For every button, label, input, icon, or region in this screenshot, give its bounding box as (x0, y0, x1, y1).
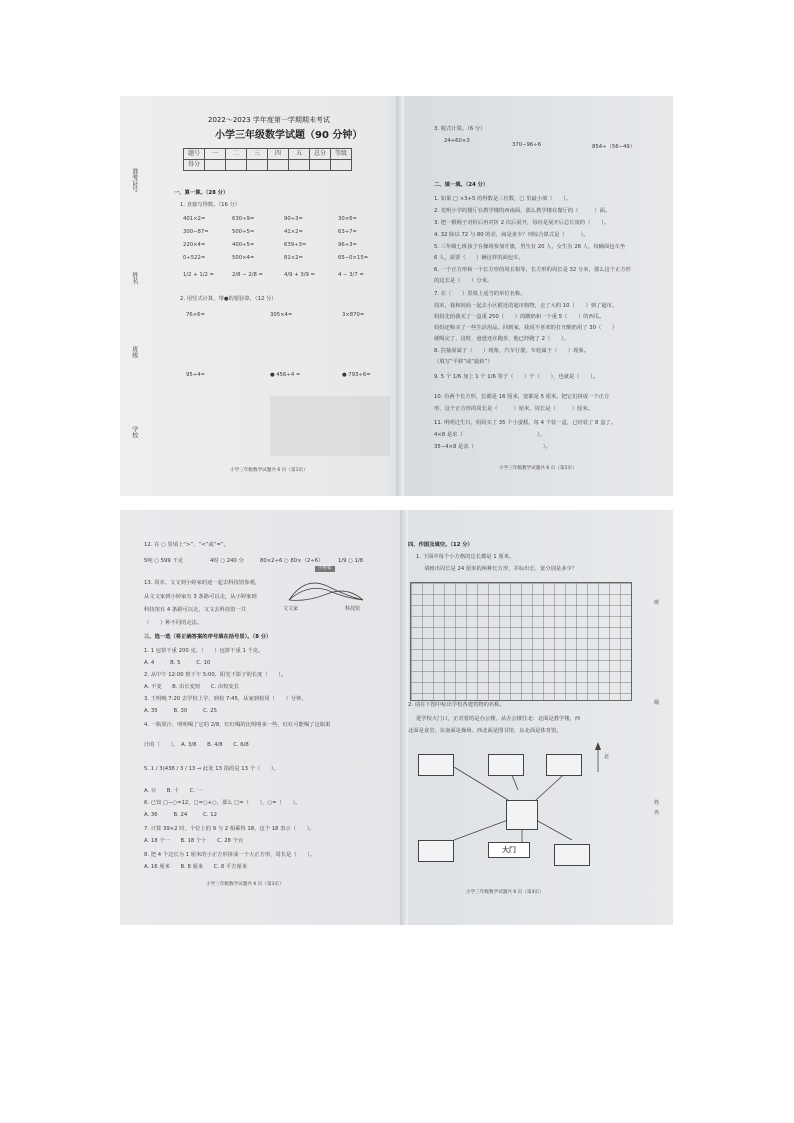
page-1 (120, 96, 396, 496)
page-fold (396, 96, 404, 496)
page-fold (400, 510, 408, 925)
calc-item: 90÷3= (284, 216, 303, 222)
calc-item: 96÷3= (338, 242, 357, 248)
score-cell[interactable] (310, 160, 331, 171)
question-12: 12. 在 ○ 里填上“>”、“<”或“=”。 (144, 542, 229, 548)
vertical-calc-item: 76×6= (186, 312, 205, 318)
fraction-item: 4 − 3/7 = (338, 272, 364, 278)
calc-item: 639÷3= (284, 242, 307, 248)
vertical-calc-item: ● 456÷4 = (270, 372, 301, 378)
step-calc-item: 370−96÷6 (512, 142, 542, 148)
choice-line: A. 36 B. 24 C. 12 (144, 812, 217, 818)
route-label-wenwen: 文文家 (283, 606, 299, 612)
choice-line: 8. 把 4 个边长为 1 厘米的小正方形拼成一个大正方形，周长是（ ）。 (144, 852, 316, 858)
side-label-id: 准考证号 (130, 168, 138, 192)
score-cell[interactable] (247, 160, 268, 171)
vertical-calc-item: 305×4= (270, 312, 293, 318)
choice-line: 6. 已知 □−○=12，□=○+○，那么 □=（ ），○=（ ）。 (144, 800, 301, 806)
fill-line: 7. 在（ ）里填上适当的单位名称。 (434, 291, 526, 297)
fill-line: 妈妈先给我买了一盒重 250（ ）的酸奶和一个重 5（ ）的西瓜。 (434, 314, 605, 320)
question-4-2: 2. 请在下图中标出学校各建筑物的名称。 (408, 702, 505, 708)
score-row-label: 得分 (184, 160, 205, 171)
side-right-label: 班 (654, 600, 660, 606)
choice-line: A. 百 B. 十 C. 一 (144, 788, 203, 794)
score-header: 总分 (310, 149, 331, 160)
side-right-label: 姓 (654, 800, 660, 806)
fill-line: 就喝完了，这时，爸爸还在跑步，他已经跑了 2（ ）。 (434, 336, 569, 342)
fill-line: 10. 有两个长方形，长都是 16 厘米，宽都是 5 厘米，把它们拼成一个正方 (434, 394, 610, 400)
page-footer: 小学三年级数学试题共 6 页（第1页） (230, 468, 308, 473)
question-3: 3. 脱式计算。（6 分） (434, 126, 486, 132)
score-header: 二 (226, 149, 247, 160)
section-4-heading: 四、作图及填空。（12 分） (408, 542, 473, 548)
compare-item: 5吨 ○ 599 千克 (144, 558, 184, 564)
choice-line: 汁的（ ）。 A. 3/8 B. 4/8 C. 6/8 (144, 742, 249, 748)
compare-item: 1/9 ○ 1/8 (338, 558, 364, 564)
page-3 (120, 510, 400, 925)
calc-item: 0÷522= (183, 255, 206, 261)
fill-line: 11. 明明过生日，妈妈买了 35 个小蛋糕，每 4 个装一盒，已经装了 8 盒了。 (434, 420, 617, 426)
score-header: 等级 (331, 149, 352, 160)
gate-label: 大门 (488, 842, 530, 858)
fill-line: 6 人，需要（ ）辆这样的面包车。 (434, 255, 524, 261)
campus-map-lines (408, 510, 673, 925)
score-cell[interactable] (268, 160, 289, 171)
building-box-northeast[interactable] (546, 754, 582, 776)
score-cell[interactable] (226, 160, 247, 171)
fill-line: 2. 光明小学的餐厅在教学楼的西南面，那么教学楼在餐厅的（ ）面。 (434, 208, 611, 214)
fill-line: 35−4×8 是求（ ）。 (434, 444, 551, 450)
calc-item: 63÷7= (338, 229, 357, 235)
see-through-shadow (270, 396, 390, 456)
page-footer: 小学三年级数学试题共 6 页（第4页） (466, 890, 544, 895)
route-label-museum: 科技馆 (345, 606, 361, 612)
building-box-north[interactable] (488, 754, 524, 776)
score-header: 题号 (184, 149, 205, 160)
question-4-1: 1. 下面中每个小方格的边长都是 1 厘米。 (416, 554, 515, 560)
score-cell[interactable] (205, 160, 226, 171)
side-label-name: 姓名 (130, 272, 138, 284)
score-cell[interactable] (289, 160, 310, 171)
building-box-southeast[interactable] (554, 844, 590, 866)
fill-line: 6. 一个正方形和一个长方形的周长相等，长方形的周长是 32 分米，那么这个正方形 (434, 267, 631, 273)
side-right-label: 名 (654, 810, 660, 816)
question-1-2: 2. 用竖式计算，带●的要验算。（12 分） (180, 296, 277, 302)
page-footer: 小学三年级数学试题共 6 页（第3页） (206, 882, 284, 887)
exam-title: 小学三年级数学试题（90 分钟） (215, 130, 363, 141)
building-box-northwest[interactable] (418, 754, 454, 776)
side-label-school: 学校 (130, 426, 138, 438)
step-calc-item: 854÷（56−49） (592, 144, 636, 150)
choice-line: 1. 1 包饼干重 200 克，（ ）包饼干重 1 千克。 (144, 648, 264, 654)
calc-item: 401×2= (183, 216, 206, 222)
fraction-item: 4/9 + 3/9 = (284, 272, 315, 278)
choice-line: A. 不变 B. 由长变短 C. 由短变长 (144, 684, 240, 690)
choice-line: 4. 一瓶果汁，明明喝了它的 2/8，红红喝的比明明多一些，红红可能喝了这瓶果 (144, 722, 331, 728)
fill-line: 周末，我和妈妈一起去小区附近的超市购物，走了大约 10（ ）到了超市。 (434, 303, 618, 309)
page-2 (404, 96, 673, 496)
exam-year-title: 2022～2023 学年度第一学期期末考试 (208, 116, 330, 124)
fill-line: 4×8 是求（ ）。 (434, 432, 545, 438)
compare-item: 80×2÷6 ○ 80×（2÷6） (260, 558, 324, 564)
question-13-line: 从文文家到小婷家有 3 条路可以走，从小婷家到 (144, 594, 257, 600)
calc-item: 30×6= (338, 216, 357, 222)
fill-line: 8. 拉抽屉属于（ ）现象，汽车行驶，车轮属于（ ）现象。 (434, 348, 590, 354)
route-label-xiaoting: 小婷家 (315, 566, 335, 572)
page-footer: 小学三年级数学试题共 6 页（第2页） (499, 466, 577, 471)
route-lines (285, 572, 367, 606)
side-label-class: 班级 (130, 346, 138, 358)
fill-line: 形，这个正方形的周长是（ ）厘米，周长是（ ）厘米。 (434, 406, 593, 412)
section-3-heading: 三、选一选（将正确答案的序号填在括号里）。（8 分） (144, 634, 272, 640)
question-13-line: 13. 周末，文文到小婷家的途一起去科技馆参观， (144, 580, 261, 586)
calc-item: 400÷5= (232, 242, 255, 248)
calc-item: 81×2= (284, 255, 303, 261)
choice-line: 3. 王明晚 7:20 去学校上学，到校 7:45，从家到校用（ ）分钟。 (144, 696, 307, 702)
fill-line: 9. 5 个 1/6 加上 1 个 1/6 等于（ ）个（ ），也就是（ ）。 (434, 374, 599, 380)
exam-photo-pages-1-2 (120, 96, 673, 496)
question-13-line: 科技馆有 4 条路可以走，文文去科技馆一共 (144, 607, 247, 613)
choice-line: A. 35 B. 30 C. 25 (144, 708, 217, 714)
north-label: 北 (604, 754, 610, 760)
fill-line: 3. 把一根绳子对折后再对折 2 次后展开，每份是展开后总长度的（ ）。 (434, 220, 610, 226)
question-4-2-line: 进学校大门口，正对着的是办公楼，从办公楼往北：北面是教学楼，西 (416, 716, 581, 722)
calc-item: 41×2= (284, 229, 303, 235)
choice-line: A. 16 厘米 B. 8 厘米 C. 8 平方厘米 (144, 864, 248, 870)
vertical-calc-item: 3×870= (342, 312, 365, 318)
section-1-heading: 一、算一算。（28 分） (174, 190, 229, 196)
vertical-calc-item: ● 793÷6= (342, 372, 371, 378)
score-header: 三 (247, 149, 268, 160)
compare-item: 4时 ○ 240 分 (210, 558, 244, 564)
fill-line: 妈妈还购买了一些生活用品。回到家，我说不喜欢的打开酸奶用了 30（ ） (434, 325, 618, 331)
choice-line: A. 18 个一 B. 18 个十 C. 28 个百 (144, 838, 244, 844)
vertical-calc-item: 95÷4= (186, 372, 205, 378)
choice-line: 5. 1 / 3)438 / 3 / 13 → 此处 13 指的是 13 个（ ）。 (144, 766, 279, 772)
score-header: 一 (205, 149, 226, 160)
choice-line: 7. 计算 39×2 时，个位上的 9 与 2 相乘得 18，这个 18 表示（ ）。 (144, 826, 315, 832)
fill-line: 的边长是（ ）分米。 (434, 278, 493, 284)
question-13-line: （ ）种不同的走法。 (144, 620, 203, 626)
fill-line: 4. 32 除以 72 与 80 的差，商是多少？列综合算式是（ ）。 (434, 232, 589, 238)
building-box-southwest[interactable] (418, 840, 454, 862)
calc-item: 630÷9= (232, 216, 255, 222)
exam-photo-pages-3-4 (120, 510, 673, 925)
page-4 (408, 510, 673, 925)
choice-line: 2. 从中午 12:00 到下午 5:00，阳光下影子的长度（ ）。 (144, 672, 287, 678)
calc-item: 300−87= (183, 229, 209, 235)
fraction-item: 2/8 − 2/8 = (232, 272, 263, 278)
calc-item: 500×4= (232, 255, 255, 261)
fraction-item: 1/2 + 1/2 = (183, 272, 214, 278)
question-1-1: 1. 直接写得数。（16 分） (180, 202, 241, 208)
calc-item: 65−0×15= (338, 255, 369, 261)
fill-line: 1. 如果 □ ×3+5 的得数是三位数，□ 里最小填（ ）。 (434, 196, 572, 202)
side-right-label: 级 (654, 700, 660, 706)
building-box-center[interactable] (506, 800, 538, 830)
question-4-2-line: 北面是食堂，东南面是操场。西北面是图书馆，东北面是体育馆。 (408, 728, 562, 734)
calc-item: 500÷5= (232, 229, 255, 235)
score-cell[interactable] (331, 160, 352, 171)
choice-line: A. 4 B. 5 C. 10 (144, 660, 211, 666)
score-header: 五 (289, 149, 310, 160)
fill-line: 5. 三年级七班孩子在操场参加升旗，男生有 20 人，女生有 26 人，每辆面包车坐 (434, 244, 626, 250)
fill-line: （填写“平移”或“旋转”） (434, 359, 493, 365)
section-2-heading: 二、填一填。（24 分） (434, 182, 489, 188)
score-header: 四 (268, 149, 289, 160)
score-table (183, 148, 352, 171)
route-diagram (283, 566, 367, 614)
calc-item: 220×4= (183, 242, 206, 248)
question-4-1-detail: 请画出周长是 24 厘米的两种长方形，并标出长、宽分别是多少？ (424, 566, 578, 572)
step-calc-item: 24+60×3 (444, 138, 470, 144)
